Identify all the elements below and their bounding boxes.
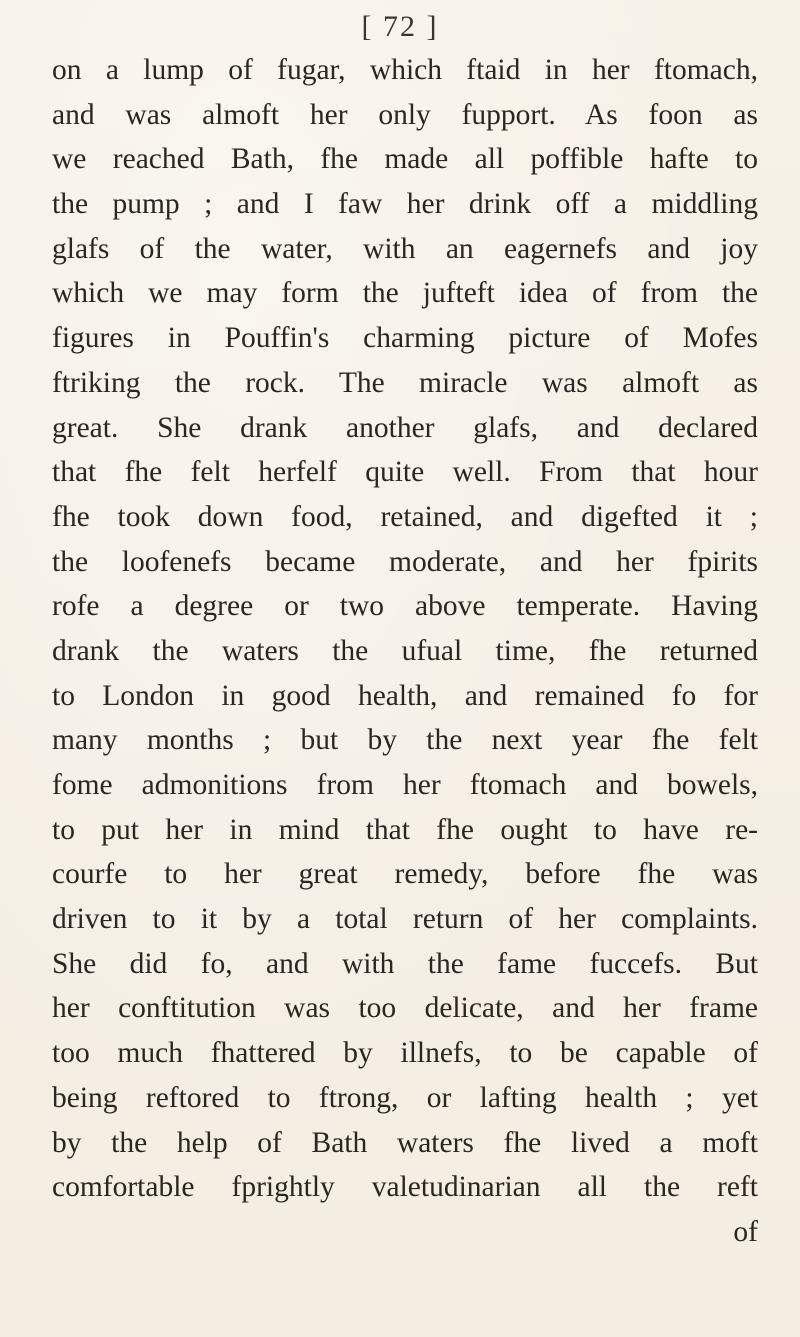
text-line: that fhe felt herfelf quite well. From that hour [52, 456, 758, 489]
text-line: rofe a degree or two above temperate. Having [52, 590, 758, 623]
text-line: on a lump of fugar, which ftaid in her ftomach, [52, 54, 758, 86]
text-line: glafs of the water, with an eagernefs and joy [52, 232, 758, 265]
body-text [52, 48, 758, 1255]
text-line: which we may form the jufteft idea of from the [52, 277, 758, 310]
page-number: [ 72 ] [361, 10, 439, 43]
text-line: fome admonitions from her ftomach and bowels, [52, 769, 758, 801]
text-line: to put her in mind that fhe ought to have re- [52, 813, 758, 846]
text-line: drank the waters the ufual time, fhe returned [52, 634, 758, 667]
text-line: being reftored to ftrong, or lafting health ; yet [52, 1081, 758, 1114]
text-line: figures in Pouffin's charming picture of Mofes [52, 322, 758, 355]
text-line: fhe took down food, retained, and digefted it ; [52, 500, 758, 533]
text-line: and was almoft her only fupport. As foon as [52, 98, 758, 131]
text-line: comfortable fprightly valetudinarian all the reft [52, 1171, 758, 1204]
text-line: driven to it by a total return of her complaints. [52, 903, 758, 936]
text-line: too much fhattered by illnefs, to be capable of [52, 1037, 758, 1070]
text-line: She did fo, and with the fame fuccefs. But [52, 947, 758, 980]
text-line: ftriking the rock. The miracle was almoft as [52, 366, 758, 399]
catchword: of [733, 1215, 758, 1248]
text-line: her conftitution was too delicate, and her frame [52, 992, 758, 1025]
text-line: to London in good health, and remained fo for [52, 679, 758, 712]
text-line: many months ; but by the next year fhe felt [52, 724, 758, 757]
text-line: courfe to her great remedy, before fhe was [52, 858, 758, 891]
text-line: the pump ; and I faw her drink off a middling [52, 188, 758, 221]
text-line: the loofenefs became moderate, and her fpirits [52, 545, 758, 578]
text-line: we reached Bath, fhe made all poffible hafte to [52, 143, 758, 176]
text-line: great. She drank another glafs, and declared [52, 411, 758, 444]
text-line: by the help of Bath waters fhe lived a moft [52, 1126, 758, 1159]
